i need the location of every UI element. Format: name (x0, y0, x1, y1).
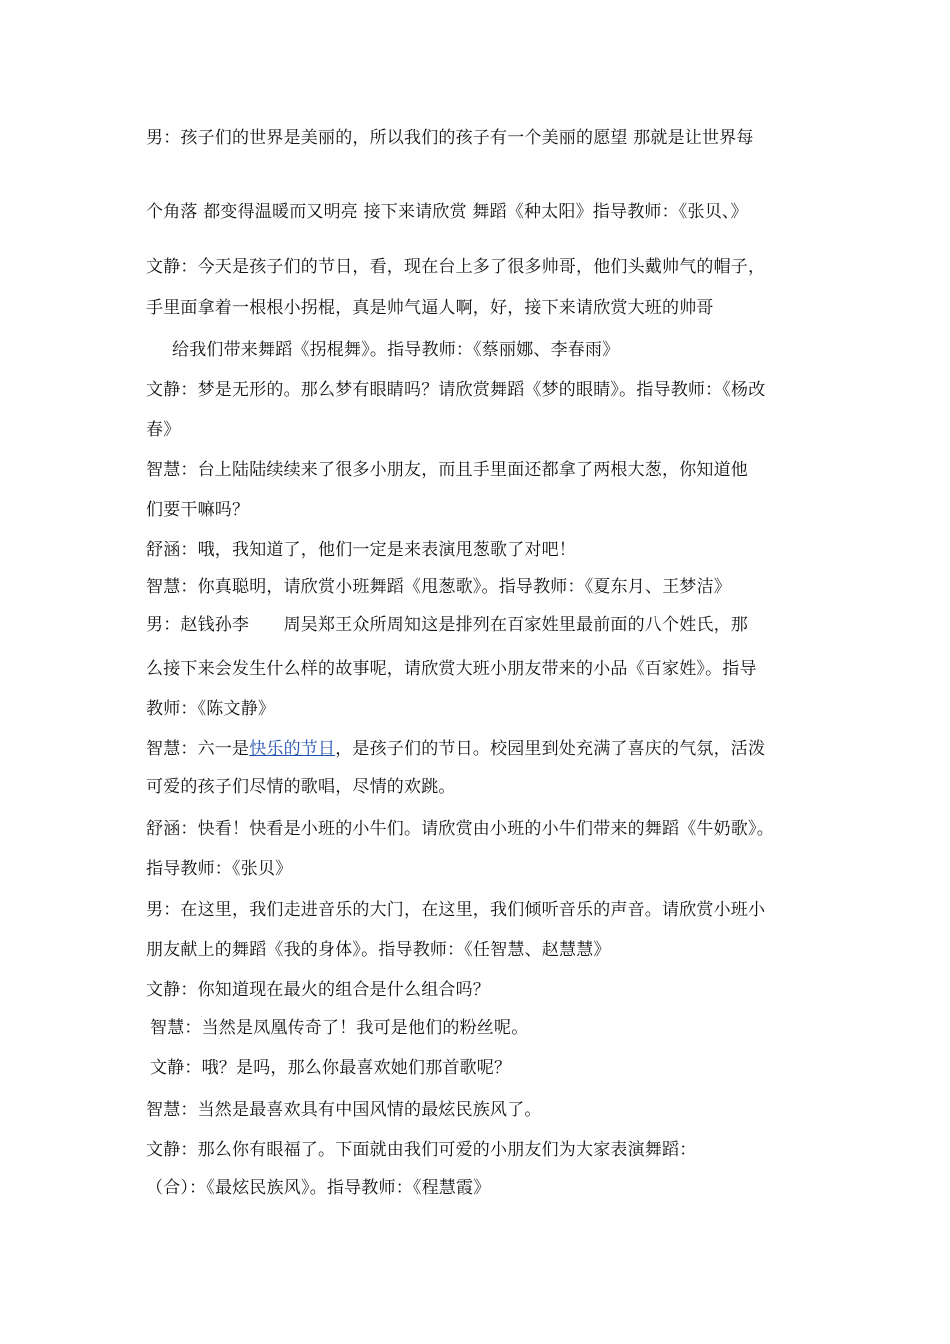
text-line: 智慧：台上陆陆续续来了很多小朋友，而且手里面还都拿了两根大葱，你知道他 (146, 460, 748, 480)
holiday-link[interactable]: 快乐的节日 (249, 739, 336, 759)
text-line: 舒涵：哦，我知道了，他们一定是来表演甩葱歌了对吧！ (146, 540, 576, 560)
text-line: 文静：梦是无形的。那么梦有眼睛吗？请欣赏舞蹈《梦的眼睛》。指导教师：《杨改 (146, 380, 766, 400)
text-line: （合）：《最炫民族风》。指导教师：《程慧霞》 (146, 1178, 491, 1198)
text-line: 男：在这里，我们走进音乐的大门，在这里，我们倾听音乐的声音。请欣赏小班小 (146, 900, 766, 920)
text-line: 男：孩子们的世界是美丽的，所以我们的孩子有一个美丽的愿望 那就是让世界每 (146, 128, 754, 148)
text-line: 手里面拿着一根根小拐棍，真是帅气逼人啊，好，接下来请欣赏大班的帅哥 (146, 298, 714, 318)
text-line: 指导教师：《张贝》 (146, 859, 293, 879)
text-line: 智慧：当然是凤凰传奇了！我可是他们的粉丝呢。 (150, 1018, 529, 1038)
text-line: 文静：哦？是吗，那么你最喜欢她们那首歌呢？ (150, 1058, 512, 1078)
text-segment: ，是孩子们的节日。校园里到处充满了喜庆的气氛，活泼 (335, 739, 766, 759)
text-line: 么接下来会发生什么样的故事呢，请欣赏大班小朋友带来的小品《百家姓》。指导 (146, 659, 757, 679)
text-line: 智慧：当然是最喜欢具有中国风情的最炫民族风了。 (146, 1100, 542, 1120)
text-line: 舒涵：快看！快看是小班的小牛们。请欣赏由小班的小牛们带来的舞蹈《牛奶歌》。 (146, 819, 774, 839)
text-line: 文静：你知道现在最火的组合是什么组合吗？ (146, 980, 490, 1000)
text-line: 春》 (146, 420, 181, 440)
text-segment: 智慧：六一是 (146, 739, 250, 759)
text-line: 智慧：你真聪明，请欣赏小班舞蹈《甩葱歌》。指导教师：《夏东月、王梦洁》 (146, 577, 731, 597)
text-line: 文静：那么你有眼福了。下面就由我们可爱的小朋友们为大家表演舞蹈： (146, 1140, 697, 1160)
text-line: 们要干嘛吗？ (146, 500, 250, 520)
text-line: 朋友献上的舞蹈《我的身体》。指导教师：《任智慧、赵慧慧》 (146, 940, 611, 960)
text-line: 教师：《陈文静》 (146, 699, 276, 719)
text-line (146, 737, 765, 761)
text-line: 文静：今天是孩子们的节日，看，现在台上多了很多帅哥，他们头戴帅气的帽子， (146, 257, 766, 277)
text-line: 个角落 都变得温暖而又明亮 接下来请欣赏 舞蹈《种太阳》指导教师：《张贝、》 (146, 202, 748, 222)
text-line: 男：赵钱孙李 周吴郑王众所周知这是排列在百家姓里最前面的八个姓氏，那 (146, 615, 748, 635)
text-line: 可爱的孩子们尽情的歌唱，尽情的欢跳。 (146, 777, 456, 797)
text-line: 给我们带来舞蹈《拐棍舞》。指导教师：《蔡丽娜、李春雨》 (172, 340, 620, 360)
